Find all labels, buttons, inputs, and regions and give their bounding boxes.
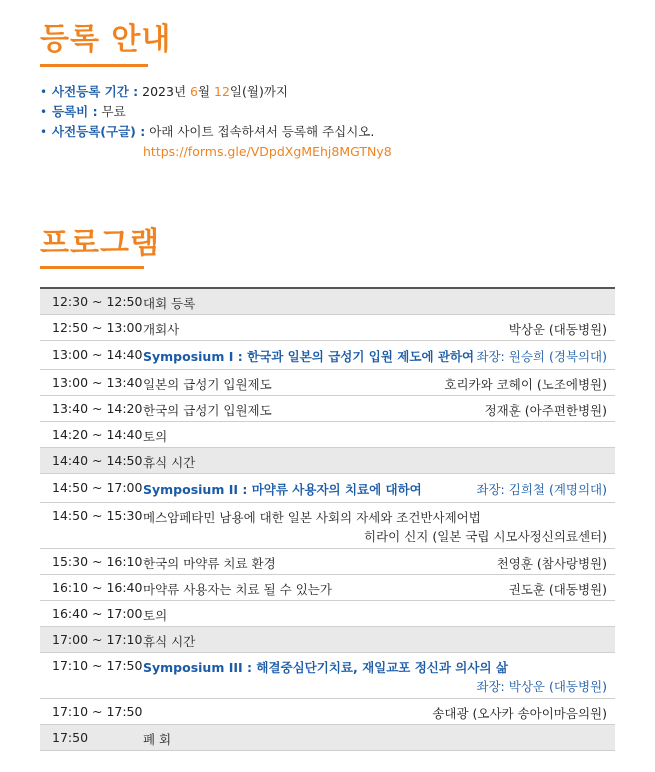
row-topic: 개회사: [143, 322, 180, 337]
symposium-title: Symposium II : 마약류 사용자의 치료에 대하여: [143, 482, 422, 497]
table-row: [40, 627, 615, 653]
table-row: [40, 448, 615, 474]
row-topic: 토의: [143, 429, 168, 444]
registration-fee-value: 무료: [97, 104, 126, 119]
row-time: 17:50: [52, 730, 89, 745]
registration-google-item: [40, 122, 374, 142]
row-time: 12:50 ~ 13:00: [52, 320, 143, 335]
row-speaker: 박상운 (대동병원): [508, 322, 607, 337]
registration-info: [40, 82, 374, 142]
table-row: [40, 396, 615, 422]
bullet-icon: •: [40, 105, 48, 119]
row-time: 13:40 ~ 14:20: [52, 401, 143, 416]
registration-period-value: 2023년 6월 12일(월)까지: [138, 84, 288, 99]
registration-google-value: 아래 사이트 접속하셔서 등록해 주십시오.: [145, 124, 375, 139]
row-chair: 좌장: 원승희 (경북의대): [476, 349, 607, 364]
row-speaker: 정재훈 (아주편한병원): [484, 403, 607, 418]
row-time: 13:00 ~ 14:40: [52, 347, 143, 362]
registration-form-link[interactable]: https://forms.gle/VDpdXgMEhj8MGTNy8: [143, 144, 392, 159]
row-time: 17:10 ~ 17:50: [52, 704, 143, 719]
program-title-underline: [40, 266, 144, 269]
row-topic: 폐 회: [143, 732, 172, 747]
row-topic: 일본의 급성기 입원제도: [143, 377, 272, 392]
table-row: [40, 575, 615, 601]
registration-google-label: 사전등록(구글) :: [52, 124, 146, 139]
table-row: [40, 422, 615, 448]
row-topic: 한국의 마약류 치료 환경: [143, 556, 276, 571]
symposium-title: Symposium III : 해결중심단기치료, 재일교포 정신과 의사의 삶: [143, 660, 508, 675]
table-row: [40, 315, 615, 341]
table-row: [40, 474, 615, 503]
row-speaker: 호리카와 코헤이 (노조에병원): [444, 377, 607, 392]
registration-title-underline: [40, 64, 148, 67]
row-topic: 메스암페타민 남용에 대한 일본 사회의 자세와 조건반사제어법: [143, 510, 481, 525]
table-row: [40, 503, 615, 549]
row-topic: 토의: [143, 608, 168, 623]
row-speaker: 히라이 신지 (일본 국립 시모사정신의료센터): [364, 529, 607, 544]
row-time: 14:40 ~ 14:50: [52, 453, 143, 468]
row-topic: 휴식 시간: [143, 634, 196, 649]
registration-title: 등록 안내: [40, 22, 172, 57]
row-time: 16:40 ~ 17:00: [52, 606, 143, 621]
row-time: 17:00 ~ 17:10: [52, 632, 143, 647]
row-topic: 대회 등록: [143, 296, 196, 311]
table-row: [40, 653, 615, 699]
row-time: 13:00 ~ 13:40: [52, 375, 143, 390]
table-row: [40, 341, 615, 370]
bullet-icon: •: [40, 125, 48, 139]
row-chair: 좌장: 박상운 (대동병원): [476, 679, 607, 694]
row-speaker: 천영훈 (참사랑병원): [496, 556, 607, 571]
table-row: [40, 370, 615, 396]
bullet-icon: •: [40, 85, 48, 99]
row-speaker: 송대광 (오사카 송아이마음의원): [432, 706, 607, 721]
row-speaker: 권도훈 (대동병원): [508, 582, 607, 597]
program-table: [40, 287, 615, 751]
registration-fee-item: [40, 102, 374, 122]
registration-fee-label: 등록비 :: [52, 104, 98, 119]
row-time: 17:10 ~ 17:50: [52, 658, 143, 673]
row-chair: 좌장: 김희철 (계명의대): [476, 482, 607, 497]
row-topic: 한국의 급성기 입원제도: [143, 403, 272, 418]
table-row: [40, 549, 615, 575]
table-row: [40, 289, 615, 315]
program-title: 프로그램: [40, 226, 160, 261]
row-topic: 마약류 사용자는 치료 될 수 있는가: [143, 582, 332, 597]
row-time: 12:30 ~ 12:50: [52, 294, 143, 309]
table-row: [40, 699, 615, 725]
row-time: 14:20 ~ 14:40: [52, 427, 143, 442]
row-topic: 휴식 시간: [143, 455, 196, 470]
row-time: 15:30 ~ 16:10: [52, 554, 143, 569]
row-time: 16:10 ~ 16:40: [52, 580, 143, 595]
table-row: [40, 601, 615, 627]
row-time: 14:50 ~ 15:30: [52, 508, 143, 523]
table-row: [40, 725, 615, 751]
row-time: 14:50 ~ 17:00: [52, 480, 143, 495]
registration-period-item: [40, 82, 374, 102]
registration-period-label: 사전등록 기간 :: [52, 84, 139, 99]
symposium-title: Symposium I : 한국과 일본의 급성기 입원 제도에 관하여: [143, 349, 475, 364]
